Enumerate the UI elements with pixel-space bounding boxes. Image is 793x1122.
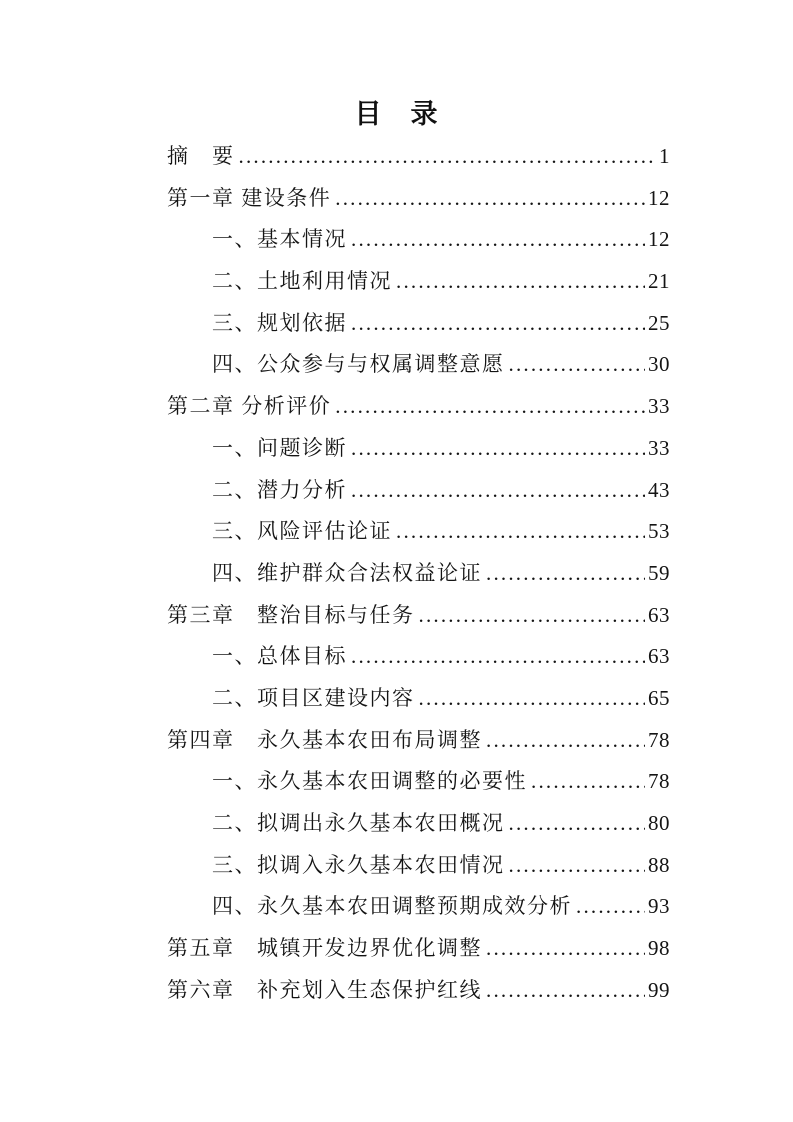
toc-entry-label: 一、总体目标 (212, 644, 347, 669)
toc-entry-label: 四、维护群众合法权益论证 (212, 560, 482, 585)
toc-entry[interactable] (167, 470, 670, 512)
toc-entry-label: 四、永久基本农田调整预期成效分析 (212, 894, 572, 919)
toc-dot-leader (486, 553, 645, 595)
toc-entry-label: 第四章 永久基本农田布局调整 (167, 727, 482, 752)
toc-entry-label: 二、项目区建设内容 (212, 685, 415, 710)
toc-entry[interactable] (167, 344, 670, 386)
toc-entry-page-number: 63 (648, 644, 670, 669)
toc-dot-leader (419, 595, 646, 637)
toc-dot-leader (486, 928, 645, 970)
toc-entry[interactable] (167, 219, 670, 261)
toc-dot-leader (335, 178, 645, 220)
table-of-contents (167, 136, 670, 1011)
toc-entry[interactable] (167, 678, 670, 720)
toc-dot-leader (576, 886, 645, 928)
toc-dot-leader (509, 845, 646, 887)
toc-entry-page-number: 30 (648, 352, 670, 377)
toc-entry-page-number: 21 (648, 269, 670, 294)
toc-entry-page-number: 98 (648, 936, 670, 961)
toc-entry-page-number: 53 (648, 519, 670, 544)
toc-entry[interactable] (167, 636, 670, 678)
toc-entry-page-number: 1 (659, 144, 670, 168)
toc-entry-page-number: 12 (648, 227, 670, 252)
toc-dot-leader (351, 428, 645, 470)
toc-dot-leader (531, 761, 645, 803)
toc-dot-leader (509, 344, 646, 386)
toc-dot-leader (486, 970, 645, 1012)
toc-entry-page-number: 99 (648, 977, 670, 1002)
toc-entry-label: 三、风险评估论证 (212, 519, 392, 544)
toc-entry[interactable] (167, 261, 670, 303)
toc-entry[interactable] (167, 845, 670, 887)
toc-entry-page-number: 93 (648, 894, 670, 919)
toc-dot-leader (396, 261, 645, 303)
toc-dot-leader (486, 720, 645, 762)
toc-entry-page-number: 63 (648, 602, 670, 627)
toc-entry-page-number: 88 (648, 852, 670, 877)
toc-entry[interactable] (167, 928, 670, 970)
page-title: 目 录 (354, 99, 439, 129)
toc-dot-leader (239, 136, 657, 178)
toc-entry[interactable] (167, 595, 670, 637)
toc-entry-label: 三、拟调入永久基本农田情况 (212, 852, 505, 877)
toc-entry-page-number: 65 (648, 685, 670, 710)
toc-entry-label: 一、基本情况 (212, 227, 347, 252)
toc-entry-label: 第三章 整治目标与任务 (167, 602, 415, 627)
toc-entry-label: 三、规划依据 (212, 310, 347, 335)
toc-dot-leader (351, 303, 645, 345)
toc-entry-label: 一、永久基本农田调整的必要性 (212, 769, 527, 794)
toc-dot-leader (351, 219, 645, 261)
toc-entry-page-number: 12 (648, 185, 670, 210)
toc-dot-leader (335, 386, 645, 428)
toc-dot-leader (419, 678, 646, 720)
toc-entry-page-number: 43 (648, 477, 670, 502)
toc-entry[interactable] (167, 553, 670, 595)
toc-entry-label: 一、问题诊断 (212, 435, 347, 460)
toc-entry-label: 第六章 补充划入生态保护红线 (167, 977, 482, 1002)
toc-entry-page-number: 80 (648, 811, 670, 835)
toc-entry-page-number: 59 (648, 560, 670, 585)
toc-entry-page-number: 78 (648, 769, 670, 794)
toc-entry[interactable] (167, 428, 670, 470)
toc-entry-label: 二、潜力分析 (212, 477, 347, 502)
toc-entry-page-number: 33 (648, 435, 670, 460)
toc-entry[interactable] (167, 803, 670, 845)
toc-entry[interactable] (167, 720, 670, 762)
toc-entry-page-number: 25 (648, 310, 670, 335)
toc-dot-leader (351, 636, 645, 678)
toc-entry[interactable] (167, 303, 670, 345)
toc-entry-label: 第二章 分析评价 (167, 394, 332, 419)
toc-entry-label: 第一章 建设条件 (167, 185, 332, 210)
toc-entry-page-number: 33 (648, 394, 670, 419)
toc-entry[interactable] (167, 970, 670, 1012)
toc-entry[interactable] (167, 511, 670, 553)
toc-dot-leader (396, 511, 645, 553)
toc-entry[interactable] (167, 761, 670, 803)
toc-entry[interactable] (167, 136, 670, 178)
toc-entry[interactable] (167, 886, 670, 928)
toc-entry-label: 摘 要 (167, 144, 235, 168)
toc-entry-label: 二、拟调出永久基本农田概况 (212, 811, 505, 835)
toc-entry-label: 二、土地利用情况 (212, 269, 392, 294)
toc-dot-leader (351, 470, 645, 512)
toc-dot-leader (509, 803, 646, 845)
toc-entry-page-number: 78 (648, 727, 670, 752)
toc-entry[interactable] (167, 178, 670, 220)
toc-entry-label: 四、公众参与与权属调整意愿 (212, 352, 505, 377)
toc-entry-label: 第五章 城镇开发边界优化调整 (167, 936, 482, 961)
toc-entry[interactable] (167, 386, 670, 428)
